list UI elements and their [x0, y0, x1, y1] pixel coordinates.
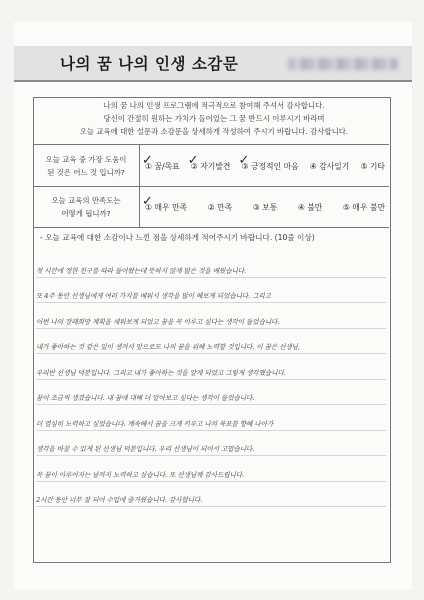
handwritten-line: 첫 시간에 정한 친구를 따라 들어왔는데 뜻하지 않게 많은 것을 배웠습니다.	[36, 252, 386, 278]
check-mark-icon: ✓	[238, 152, 250, 168]
option-self-discovery[interactable]: ✓ ② 자기발견	[187, 152, 231, 171]
essay-prompt: - 오늘 교육에 대한 소감이나 느낀 점을 상세하게 적어주시기 바랍니다. (10줄 이상)	[40, 233, 315, 242]
intro-line-1: 나의 꿈 나의 인생 프로그램에 적극적으로 참여해 주셔서 감사합니다.	[103, 101, 325, 110]
option-dissatisfied[interactable]: ④ 불만	[297, 202, 323, 212]
question-helpful-options	[142, 145, 385, 187]
option-very-satisfied[interactable]: ✓ ① 매우 만족	[142, 193, 188, 212]
page-title: 나의 꿈 나의 인생 소감문	[60, 55, 239, 73]
handwritten-line: 2시간 동안 너무 잘 되어 수업에 즐거웠습니다. 감사합니다.	[36, 482, 386, 508]
option-satisfied[interactable]: ② 만족	[207, 202, 233, 212]
handwritten-line: 이번 나의 장래희망 계획을 세워보게 되었고 꿈을 꼭 이루고 싶다는 생각이 들었습니다.	[36, 303, 386, 329]
redacted-name	[288, 58, 398, 70]
handwritten-line: 또 4주 동안 선생님에게 여러 가지를 배워서 생각을 많이 해보게 되었습니다. 그리고	[36, 278, 386, 304]
option-very-dissatisfied[interactable]: ⑤ 매우 불만	[342, 202, 385, 212]
question-satisfaction	[33, 186, 389, 228]
option-neutral[interactable]: ③ 보통	[252, 202, 278, 212]
question-helpful-label-line1: 오늘 교육 중 가장 도움이	[45, 155, 127, 164]
handwritten-line: 생각을 바꿀 수 있게 된 선생님 덕분입니다. 우리 선생님이 되어서 고맙습니다.	[36, 431, 386, 457]
question-satisfaction-label-line1: 오늘 교육의 만족도는	[51, 196, 121, 205]
option-gratitude-diary[interactable]: ④ 감사일기	[309, 161, 350, 171]
option-other[interactable]: ⑤ 기타	[360, 161, 385, 171]
question-helpful	[33, 144, 389, 187]
handwritten-line: 우리반 선생님 덕분입니다. 그리고 내가 좋아하는 것을 알게 되었고 그렇게 생각했습니다.	[36, 354, 386, 380]
handwritten-line: 더 열심히 노력하고 싶었습니다. 계속해서 꿈을 크게 키우고 나의 목표를 향해 나아가	[36, 405, 386, 431]
question-satisfaction-label-line2: 어떻게 됩니까?	[61, 209, 111, 218]
check-mark-icon: ✓	[142, 193, 153, 209]
handwritten-line: 꿈이 조금씩 생겼습니다. 내 꿈에 대해 더 알아보고 싶다는 생각이 들었습니다.	[36, 380, 386, 406]
option-positive-mind[interactable]: ✓ ③ 긍정적인 마음	[238, 152, 299, 171]
question-helpful-label-line2: 된 것은 어느 것 입니까?	[47, 168, 125, 177]
intro-line-2: 당신이 간절히 원하는 가치가 들어있는 그 꿈 반드시 이루시기 바라며	[103, 114, 325, 123]
handwritten-line: 내가 좋아하는 것 같은 일이 생겨서 앞으로도 나의 꿈을 위해 노력할 것입니다. 이 꿈은 선생님,	[36, 329, 386, 355]
check-mark-icon: ✓	[187, 152, 199, 168]
handwritten-line: 꼭 꿈이 이루어지는 날까지 노력하고 싶습니다. 또 선생님께 감사드립니다.	[36, 456, 386, 482]
question-helpful-label	[33, 145, 140, 187]
option-dream-goal[interactable]: ✓ ① 꿈/목표	[142, 152, 180, 171]
essay-answer[interactable]	[36, 252, 386, 507]
question-satisfaction-options	[142, 187, 385, 227]
intro-line-3: 오늘 교육에 대한 설문과 소감문을 상세하게 작성하여 주시기 바랍니다. 감사합니다.	[79, 127, 349, 136]
question-satisfaction-label	[33, 187, 140, 227]
check-mark-icon: ✓	[142, 152, 153, 168]
